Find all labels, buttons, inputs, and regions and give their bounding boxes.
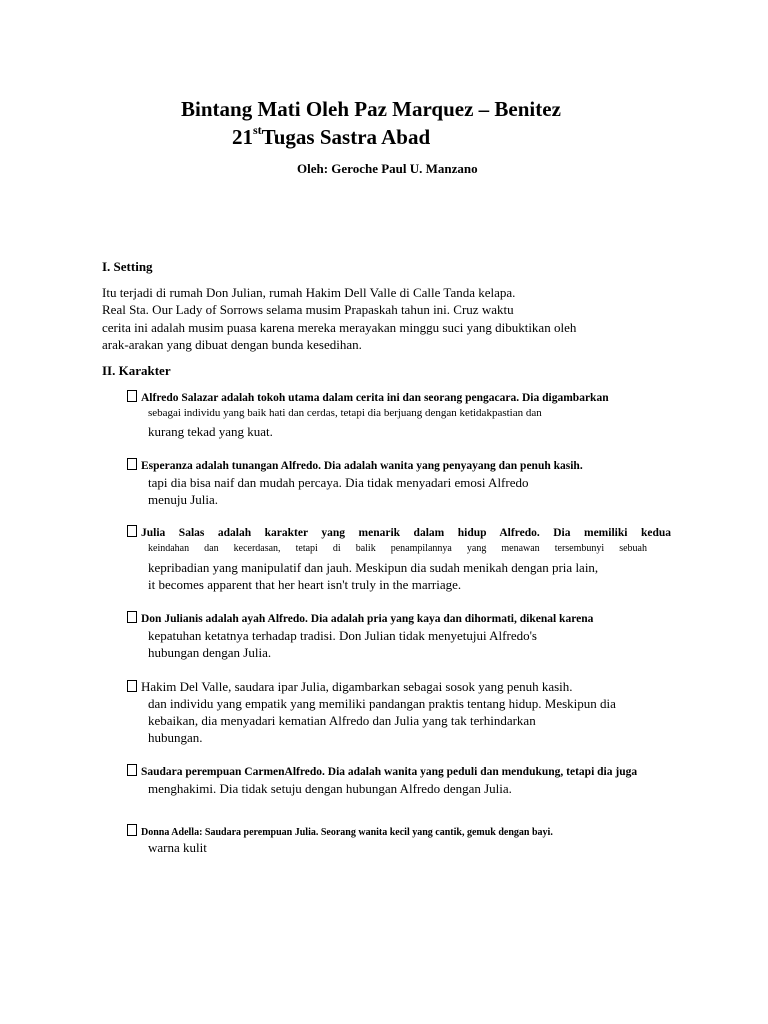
character-line: it becomes apparent that her heart isn't truly in the marriage. (148, 577, 462, 592)
bullet-box-icon (127, 824, 137, 836)
character-line: warna kulit (148, 840, 207, 855)
character-line: menghakimi. Dia tidak setuju dengan hubungan Alfredo dengan Julia. (148, 781, 512, 796)
character-line: menuju Julia. (148, 492, 219, 507)
character-line (148, 543, 647, 554)
character-alfredo (127, 390, 609, 404)
byline: Oleh: Geroche Paul U. Manzano (297, 161, 478, 176)
character-lead: Esperanza adalah tunangan Alfredo. Dia adalah wanita yang penyayang dan penuh kasih. (141, 460, 583, 472)
character-line: kepatuhan ketatnya terhadap tradisi. Don Julian tidak menyetujui Alfredo's (148, 628, 537, 643)
character-julia (127, 525, 671, 539)
character-carmen (127, 764, 637, 778)
setting-line-4: arak-arakan yang dibuat dengan bunda kesedihan. (102, 337, 362, 352)
bullet-box-icon (127, 611, 137, 623)
bullet-box-icon (127, 764, 137, 776)
character-line: kurang tekad yang kuat. (148, 424, 273, 439)
character-line: kebaikan, dia menyadari kematian Alfredo dan Julia yang tak terhindarkan (148, 713, 536, 728)
subtitle-superscript: st (253, 123, 262, 137)
bullet-box-icon (127, 680, 137, 692)
section-heading-characters (102, 363, 171, 379)
character-lead: Alfredo Salazar adalah tokoh utama dalam cerita ini dan seorang pengacara. Dia digambarkan (141, 392, 609, 404)
character-line: sebagai individu yang baik hati dan cerdas, tetapi dia berjuang dengan ketidakpastian dan (148, 407, 542, 419)
character-line: kepribadian yang manipulatif dan jauh. Meskipun dia sudah menikah dengan pria lain, (148, 560, 599, 575)
character-donna-adella (127, 824, 553, 838)
section-heading-characters-text: II. Karakter (102, 363, 171, 378)
character-don-julian (127, 611, 593, 625)
bullet-box-icon (127, 458, 137, 470)
character-line-text: keindahan dan kecerdasan, tetapi di balik penampilannya yang menawan tersembunyi sebuah (148, 543, 647, 554)
setting-line-2: Real Sta. Our Lady of Sorrows selama musim Prapaskah tahun ini. Cruz waktu (102, 302, 514, 317)
document-title: Bintang Mati Oleh Paz Marquez – Benitez (181, 97, 561, 121)
character-esperanza (127, 458, 583, 472)
bullet-box-icon (127, 390, 137, 402)
setting-line-1: Itu terjadi di rumah Don Julian, rumah Hakim Dell Valle di Calle Tanda kelapa. (102, 285, 516, 300)
section-heading-setting: I. Setting (102, 259, 153, 274)
character-line: dan individu yang empatik yang memiliki pandangan praktis tentang hidup. Meskipun dia (148, 696, 616, 711)
document-subtitle (232, 125, 430, 150)
character-line: tapi dia bisa naif dan mudah percaya. Dia tidak menyadari emosi Alfredo (148, 475, 529, 490)
character-lead: Donna Adella: Saudara perempuan Julia. Seorang wanita kecil yang cantik, gemuk dengan bayi. (141, 827, 553, 838)
character-lead: Hakim Del Valle, saudara ipar Julia, digambarkan sebagai sosok yang penuh kasih. (141, 679, 573, 694)
character-lead: Julia Salas adalah karakter yang menarik dalam hidup Alfredo. Dia memiliki kedua (141, 527, 671, 539)
character-hakim-del-valle (127, 679, 573, 695)
character-lead: Don Julianis adalah ayah Alfredo. Dia adalah pria yang kaya dan dihormati, dikenal karena (141, 613, 594, 625)
bullet-box-icon (127, 525, 137, 537)
character-line: hubungan dengan Julia. (148, 645, 272, 660)
character-lead: Saudara perempuan CarmenAlfredo. Dia adalah wanita yang peduli dan mendukung, tetapi dia juga (141, 766, 638, 778)
character-line: hubungan. (148, 730, 203, 745)
setting-line-3: cerita ini adalah musim puasa karena mereka merayakan minggu suci yang dibuktikan oleh (102, 320, 577, 335)
subtitle-text: Tugas Sastra Abad (261, 125, 431, 149)
subtitle-number: 21 (232, 125, 253, 149)
